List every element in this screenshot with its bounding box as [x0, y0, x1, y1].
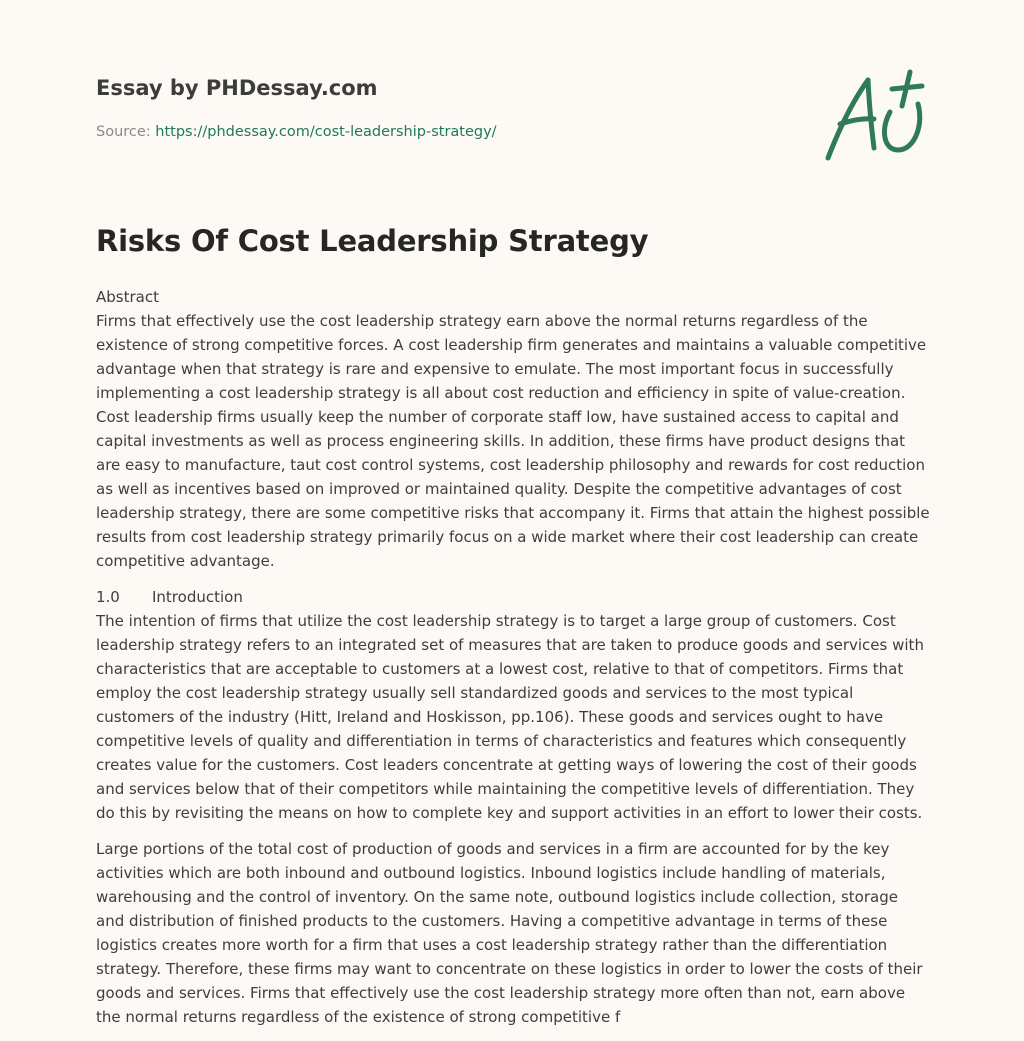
logo-letter-a-right — [868, 80, 874, 148]
section-title: Introduction — [152, 588, 243, 606]
source-line — [96, 124, 497, 140]
source-link[interactable]: https://phdessay.com/cost-leadership-strategy/ — [155, 124, 497, 140]
logo-curve — [884, 104, 919, 150]
body-paragraph: Large portions of the total cost of production of goods and services in a firm are accounted for by the key activities which are both inbound and outbound logistics. Inbound logistics include handling of materials, warehousing and the control of inventory. On the same note, outbound logistics include collection, storage and distribution of finished products to the customers. Having a competitive advantage in terms of these logistics creates more worth for a firm that uses a cost leadership strategy rather than the differentiation strategy. Therefore, these firms may want to concentrate on these logistics in order to lower the costs of their goods and services. Firms that effectively use the cost leadership strategy more often than not, earn above the normal returns regardless of the existence of strong competitive f — [96, 840, 923, 1026]
source-label: Source: — [96, 124, 156, 140]
logo-plus-horizontal — [892, 86, 922, 89]
section-number: 1.0 — [96, 588, 120, 606]
abstract-heading: Abstract — [96, 288, 159, 306]
a-plus-logo-icon — [818, 64, 930, 168]
essay-body — [96, 285, 930, 1041]
abstract-text: Firms that effectively use the cost leadership strategy earn above the normal returns regardless of the existence of strong competitive forces. A cost leadership firm generates and maintains a valuable competitive advantage when that strategy is rare and expensive to emulate. The most important focus in successfully implementing a cost leadership strategy is all about cost reduction and efficiency in spite of value-creation. Cost leadership firms usually keep the number of corporate staff low, have sustained access to capital and capital investments as well as process engineering skills. In addition, these firms have product designs that are easy to manufacture, taut cost control systems, cost leadership philosophy and rewards for cost reduction as well as incentives based on improved or maintained quality. Despite the competitive advantages of cost leadership strategy, there are some competitive risks that accompany it. Firms that attain the highest possible results from cost leadership strategy primarily focus on a wide market where their cost leadership can create competitive advantage. — [96, 312, 930, 570]
introduction-text: The intention of firms that utilize the cost leadership strategy is to target a large group of customers. Cost leadership strategy refers to an integrated set of measures that are taken to produce goods and services with characteristics that are acceptable to customers at a lowest cost, relative to that of competitors. Firms that employ the cost leadership strategy usually sell standardized goods and services to the most typical customers of the industry (Hitt, Ireland and Hoskisson, pp.106). These goods and services ought to have competitive levels of quality and differentiation in terms of characteristics and features which consequently creates value for the customers. Cost leaders concentrate at getting ways of lowering the cost of their goods and services below that of their competitors while maintaining the competitive levels of differentiation. They do this by revisiting the means on how to complete key and support activities in an effort to lower their costs. — [96, 612, 924, 822]
site-brand: Essay by PHDessay.com — [96, 76, 378, 100]
introduction-heading — [96, 585, 930, 609]
introduction-section — [96, 585, 930, 825]
essay-title: Risks Of Cost Leadership Strategy — [96, 224, 649, 258]
logo-strokes — [828, 72, 922, 158]
abstract-section — [96, 285, 930, 573]
